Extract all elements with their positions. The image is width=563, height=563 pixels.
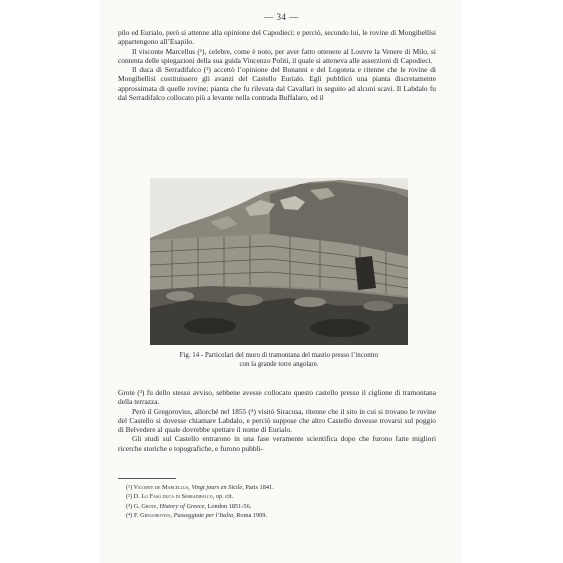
footnote-rest: London 1851-56. <box>207 502 252 510</box>
figure-caption <box>150 352 408 369</box>
footnote-rest: Paris 1841. <box>245 484 274 491</box>
footnote-author: G. Grote, <box>133 502 158 510</box>
paragraph-2: Il visconte Marcellus (¹), celebre, come è noto, per aver fatto ottenere al Louvre la Venere di Milo, si contenta delle spiegazioni della sua guida Vincenzo Politi, il quale si atteneva alle asserzioni di Capodieci. <box>118 46 436 65</box>
footnote-4 <box>126 511 436 520</box>
footnote-mark: (²) <box>126 493 133 501</box>
footnote-2 <box>126 492 436 501</box>
footnote-author: D. Lo Faso duca di Serradifalco, <box>133 493 215 501</box>
ruins-photo-illustration <box>150 178 408 345</box>
footnote-mark: (¹) <box>126 484 133 491</box>
paragraph-5: Però il Gregorovius, allorché nel 1855 (⁴) visitò Siracusa, ritenne che il sito in cui si trovano le rovine del Castello si dovesse chiamare Labdalo, e perciò suppose che altro Castello dovesse trovarsi sul poggio di Belvedere al quale dovrebbe spettare il nome di Eurialo. <box>118 406 436 435</box>
footnote-1 <box>126 483 436 492</box>
figure-photo <box>150 178 408 345</box>
paragraph-4: Grote (³) fu dello stesso avviso, sebbene avesse collocato questo castello presso il ciglione di tramontana della terrazza. <box>118 388 436 407</box>
footnote-author: F. Gregorovius, <box>133 511 173 519</box>
footnote-rest: op. cit. <box>215 493 234 501</box>
footnote-author: Vicomte de Marcellus, <box>133 484 190 491</box>
footnote-mark: (³) <box>126 502 133 510</box>
bottom-text-block <box>118 388 436 453</box>
caption-line-1: Fig. 14 - Particolari del muro di tramontana del mastio presso l’incontro <box>179 352 379 359</box>
footnote-3 <box>126 502 436 511</box>
paragraph-1: pilo ed Eurialo, però si attenne alla opinione del Capodieci; e perciò, secondo lui, le rovine di Mongibellisi appartengono all’Esapilo. <box>118 28 436 47</box>
page-number: — 34 — <box>264 12 299 22</box>
footnote-title: History of Greece, <box>159 502 206 510</box>
book-page <box>100 0 463 563</box>
footnotes <box>126 483 436 520</box>
paragraph-6: Gli studi sul Castello entrarono in una fase veramente scientifica dopo che furono fatte migliori ricerche storiche e topografiche, e furono pubbli- <box>118 434 436 453</box>
footnote-title: Vingt jours en Sicile, <box>191 484 244 491</box>
caption-line-2: con la grande torre angolare. <box>239 360 319 368</box>
top-text-block <box>118 28 436 102</box>
footnote-rest: Roma 1909. <box>236 511 268 519</box>
paragraph-3: Il duca di Serradifalco (²) accettò l’opinione del Bonanni e del Logoteta e ritenne che le rovine di Mongibellisi costituissero gli avanzi del Castello Eurialo. Egli pubblicò una pianta discretamente approssimata di quelle rovine; pianta che fu rilevata dal Cavallari in seguito ad alcuni scavi. Il Labdalo fu dal Serradifalco collocato più a levante nella contrada Buffalaro, ed il <box>118 65 436 103</box>
footnote-divider <box>118 478 176 479</box>
footnote-title: Passeggiate per l’Italia, <box>173 511 235 519</box>
footnote-mark: (⁴) <box>126 511 133 519</box>
